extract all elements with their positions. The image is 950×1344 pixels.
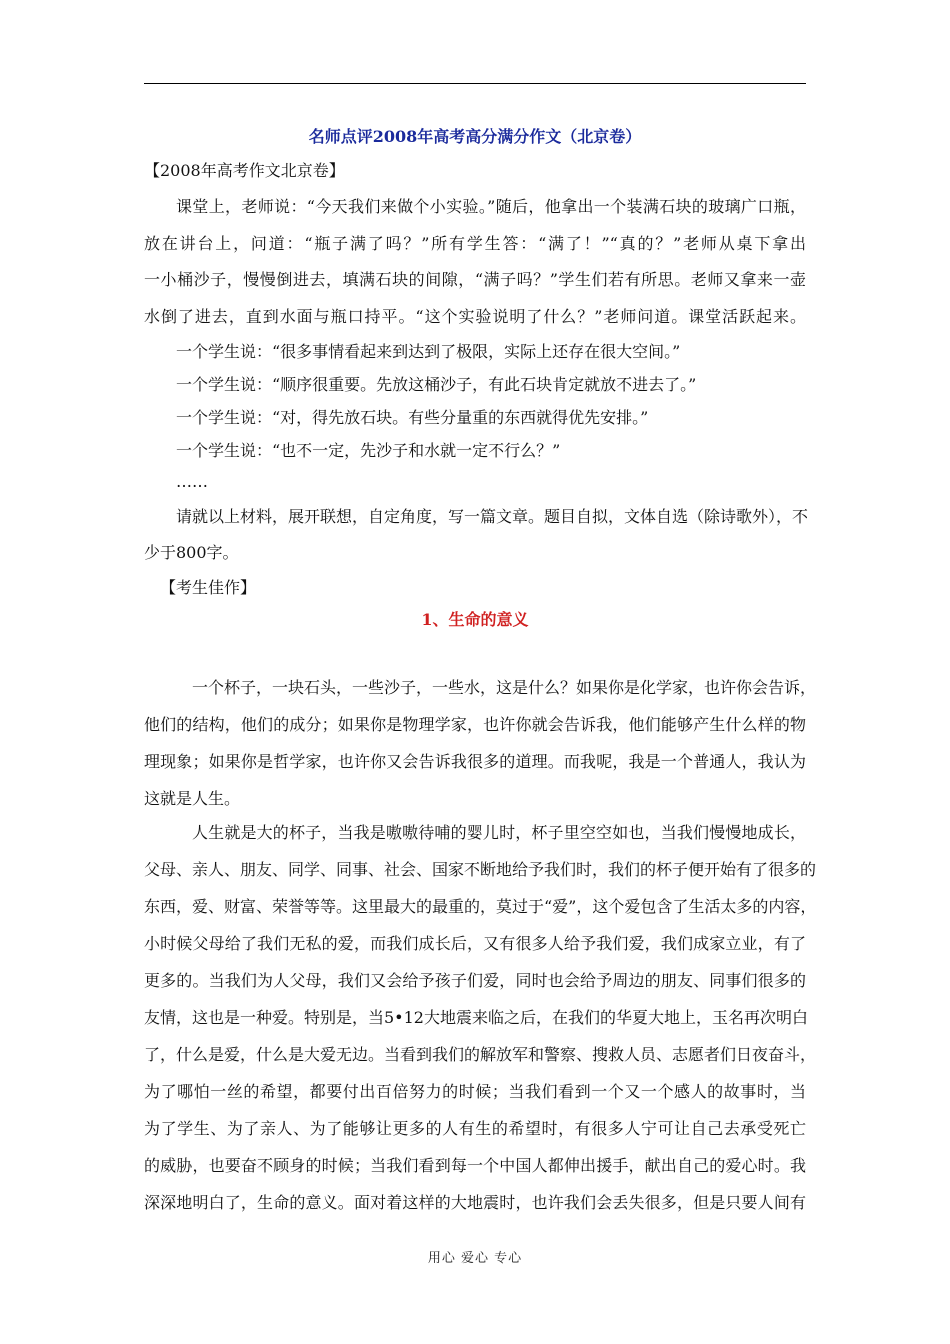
paragraph-line: 小时候父母给了我们无私的爱，而我们成长后，又有很多人给予我们爱，我们成家立业，有了 xyxy=(144,934,806,953)
student-quote: 一个学生说：“很多事情看起来到达到了极限，实际上还存在很大空间。” xyxy=(176,342,681,361)
student-quote: 一个学生说：“对，得先放石块。有些分量重的东西就得优先安排。” xyxy=(176,408,649,427)
paragraph-line: 更多的。当我们为人父母，我们又会给予孩子们爱，同时也会给予周边的朋友、同事们很多的 xyxy=(144,971,806,990)
prompt-header: 【2008年高考作文北京卷】 xyxy=(144,161,345,180)
page-footer: 用心 爱心 专心 xyxy=(427,1251,523,1266)
paragraph-line: 深深地明白了，生命的意义。面对着这样的大地震时，也许我们会丢失很多，但是只要人间有 xyxy=(144,1193,806,1212)
instruction-line: 请就以上材料，展开联想，自定角度，写一篇文章。题目自拟，文体自选（除诗歌外），不 xyxy=(176,507,809,526)
paragraph-line: 了，什么是爱，什么是大爱无边。当看到我们的解放军和警察、搜救人员、志愿者们日夜奋斗， xyxy=(144,1045,817,1064)
paragraph-line: 父母、亲人、朋友、同学、同事、社会、国家不断地给予我们时，我们的杯子便开始有了很多的 xyxy=(144,860,817,879)
paragraph-line: 东西，爱、财富、荣誉等等。这里最大的最重的，莫过于“爱”，这个爱包含了生活太多的内容， xyxy=(144,897,817,916)
paragraph-line: 理现象；如果你是哲学家，也许你又会告诉我很多的道理。而我呢，我是一个普通人，我认为 xyxy=(144,752,806,771)
prompt-line: 一小桶沙子，慢慢倒进去，填满石块的间隙，“满子吗？”学生们若有所思。老师又拿来一壶 xyxy=(144,270,806,289)
essay-title: 1、生命的意义 xyxy=(421,610,529,629)
header-rule xyxy=(144,83,806,84)
paragraph-line: 这就是人生。 xyxy=(144,789,241,808)
paragraph-line: 的威胁，也要奋不顾身的时候；当我们看到每一个中国人都伸出援手，献出自己的爱心时。我 xyxy=(144,1156,806,1175)
paragraph-line: 为了学生、为了亲人、为了能够让更多的人有生的希望时，有很多人宁可让自己去承受死亡 xyxy=(144,1119,806,1138)
prompt-line: 水倒了进去，直到水面与瓶口持平。“这个实验说明了什么？”老师问道。课堂活跃起来。 xyxy=(144,307,806,326)
prompt-line: 放在讲台上，问道：“瓶子满了吗？”所有学生答：“满了！”“真的？”老师从桌下拿出 xyxy=(144,234,806,253)
ellipsis: …… xyxy=(176,472,208,491)
student-quote: 一个学生说：“顺序很重要。先放这桶沙子，有此石块肯定就放不进去了。” xyxy=(176,375,697,394)
instruction-line: 少于800字。 xyxy=(144,543,239,562)
prompt-line: 课堂上，老师说：“今天我们来做个小实验。”随后，他拿出一个装满石块的玻璃广口瓶， xyxy=(176,197,806,216)
paragraph-line: 他们的结构，他们的成分；如果你是物理学家，也许你就会告诉我，他们能够产生什么样的物 xyxy=(144,715,806,734)
paragraph-line: 一个杯子，一块石头，一些沙子，一些水，这是什么？如果你是化学家，也许你会告诉， xyxy=(192,678,817,697)
paragraph-line: 人生就是大的杯子，当我是嗷嗷待哺的婴儿时，杯子里空空如也，当我们慢慢地成长， xyxy=(192,823,806,842)
student-quote: 一个学生说：“也不一定，先沙子和水就一定不行么？” xyxy=(176,441,561,460)
paragraph-line: 友情，这也是一种爱。特别是，当5•12大地震来临之后，在我们的华夏大地上，玉名再次明白 xyxy=(144,1008,808,1027)
essay-section-header: 【考生佳作】 xyxy=(160,578,257,597)
document-title: 名师点评2008年高考高分满分作文（北京卷） xyxy=(308,127,642,146)
paragraph-line: 为了哪怕一丝的希望，都要付出百倍努力的时候；当我们看到一个又一个感人的故事时，当 xyxy=(144,1082,806,1101)
